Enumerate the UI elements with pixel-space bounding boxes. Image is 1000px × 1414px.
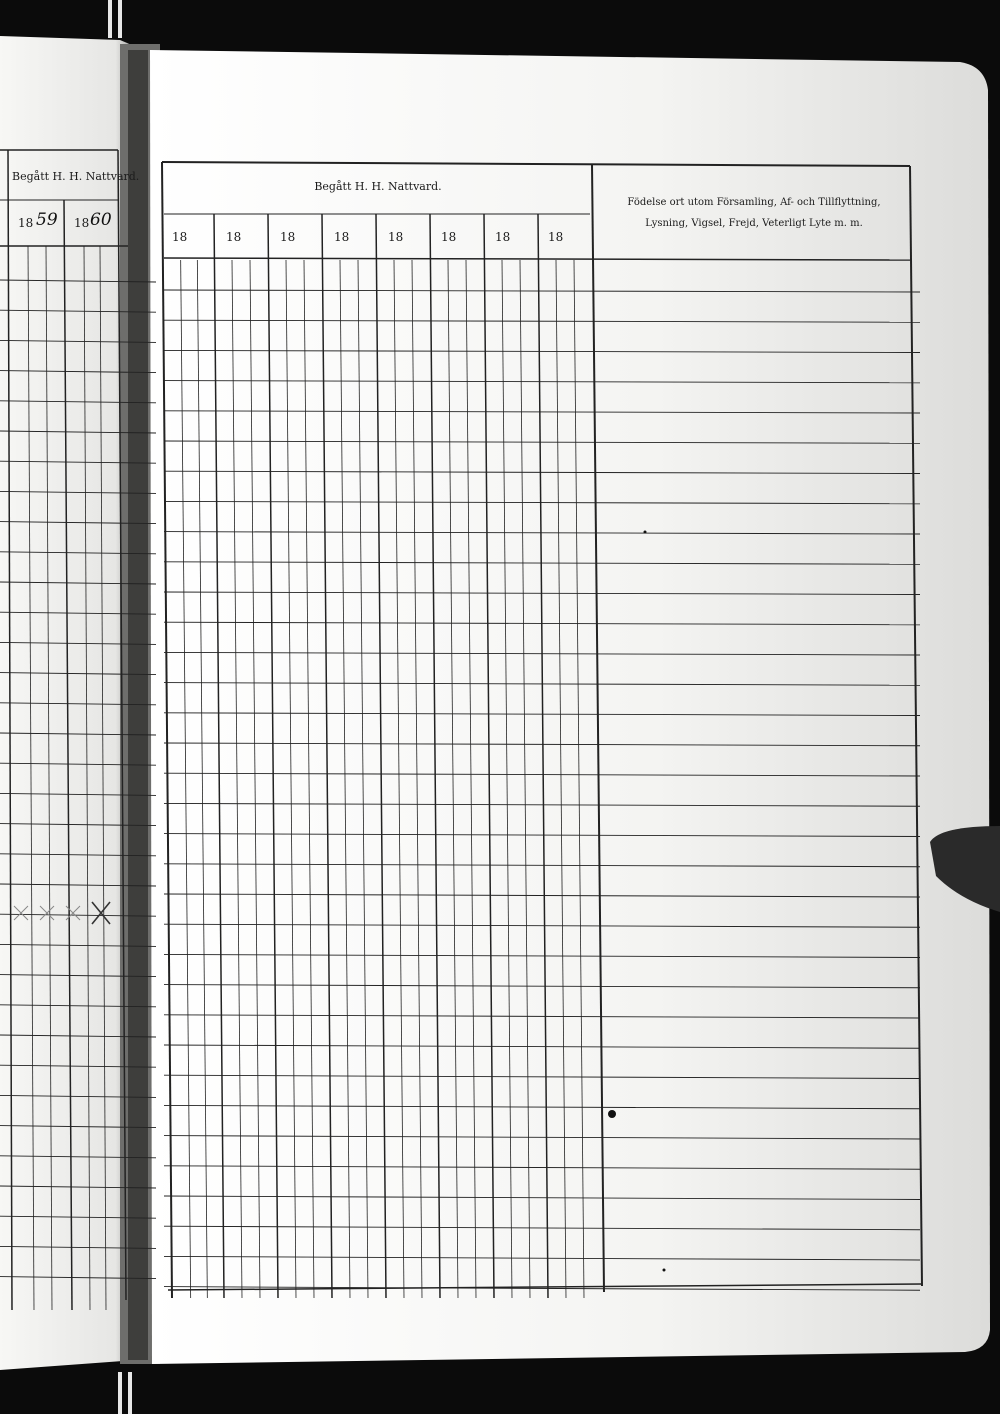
year-cell: 18 [388,230,404,244]
year-cell: 18 [226,230,242,244]
ink-spot [608,1110,616,1118]
remarks-header-line: Födelse ort utom Församling, Af- och Tillflyttning, [627,197,881,208]
right-header-title: Begått H. H. Nattvard. [314,180,442,193]
right-page [150,50,990,1364]
ink-spot [644,531,647,534]
year-cell: 18 [441,230,457,244]
remarks-header [596,192,912,234]
left-header-title: Begått H. H. Nattvard. [12,170,140,183]
ink-spot [663,1269,666,1272]
binding-thread-bottom [128,1372,132,1414]
year-cell: 18 [334,230,350,244]
year-cell: 18 [548,230,564,244]
binding-thread-bottom [118,1372,122,1414]
left-year-suffix-handwritten: 59 [36,210,58,230]
binding-thread-top [108,0,112,38]
remarks-header-line: Lysning, Vigsel, Frejd, Veterligt Lyte m. m. [645,218,863,229]
year-cell: 18 [495,230,511,244]
left-year-suffix-handwritten: 60 [90,210,112,230]
binding-thread-top [118,0,122,38]
year-cell: 18 [172,230,188,244]
left-year-prefix: 18 [18,216,34,230]
left-year-prefix: 18 [74,216,90,230]
year-cell: 18 [280,230,296,244]
